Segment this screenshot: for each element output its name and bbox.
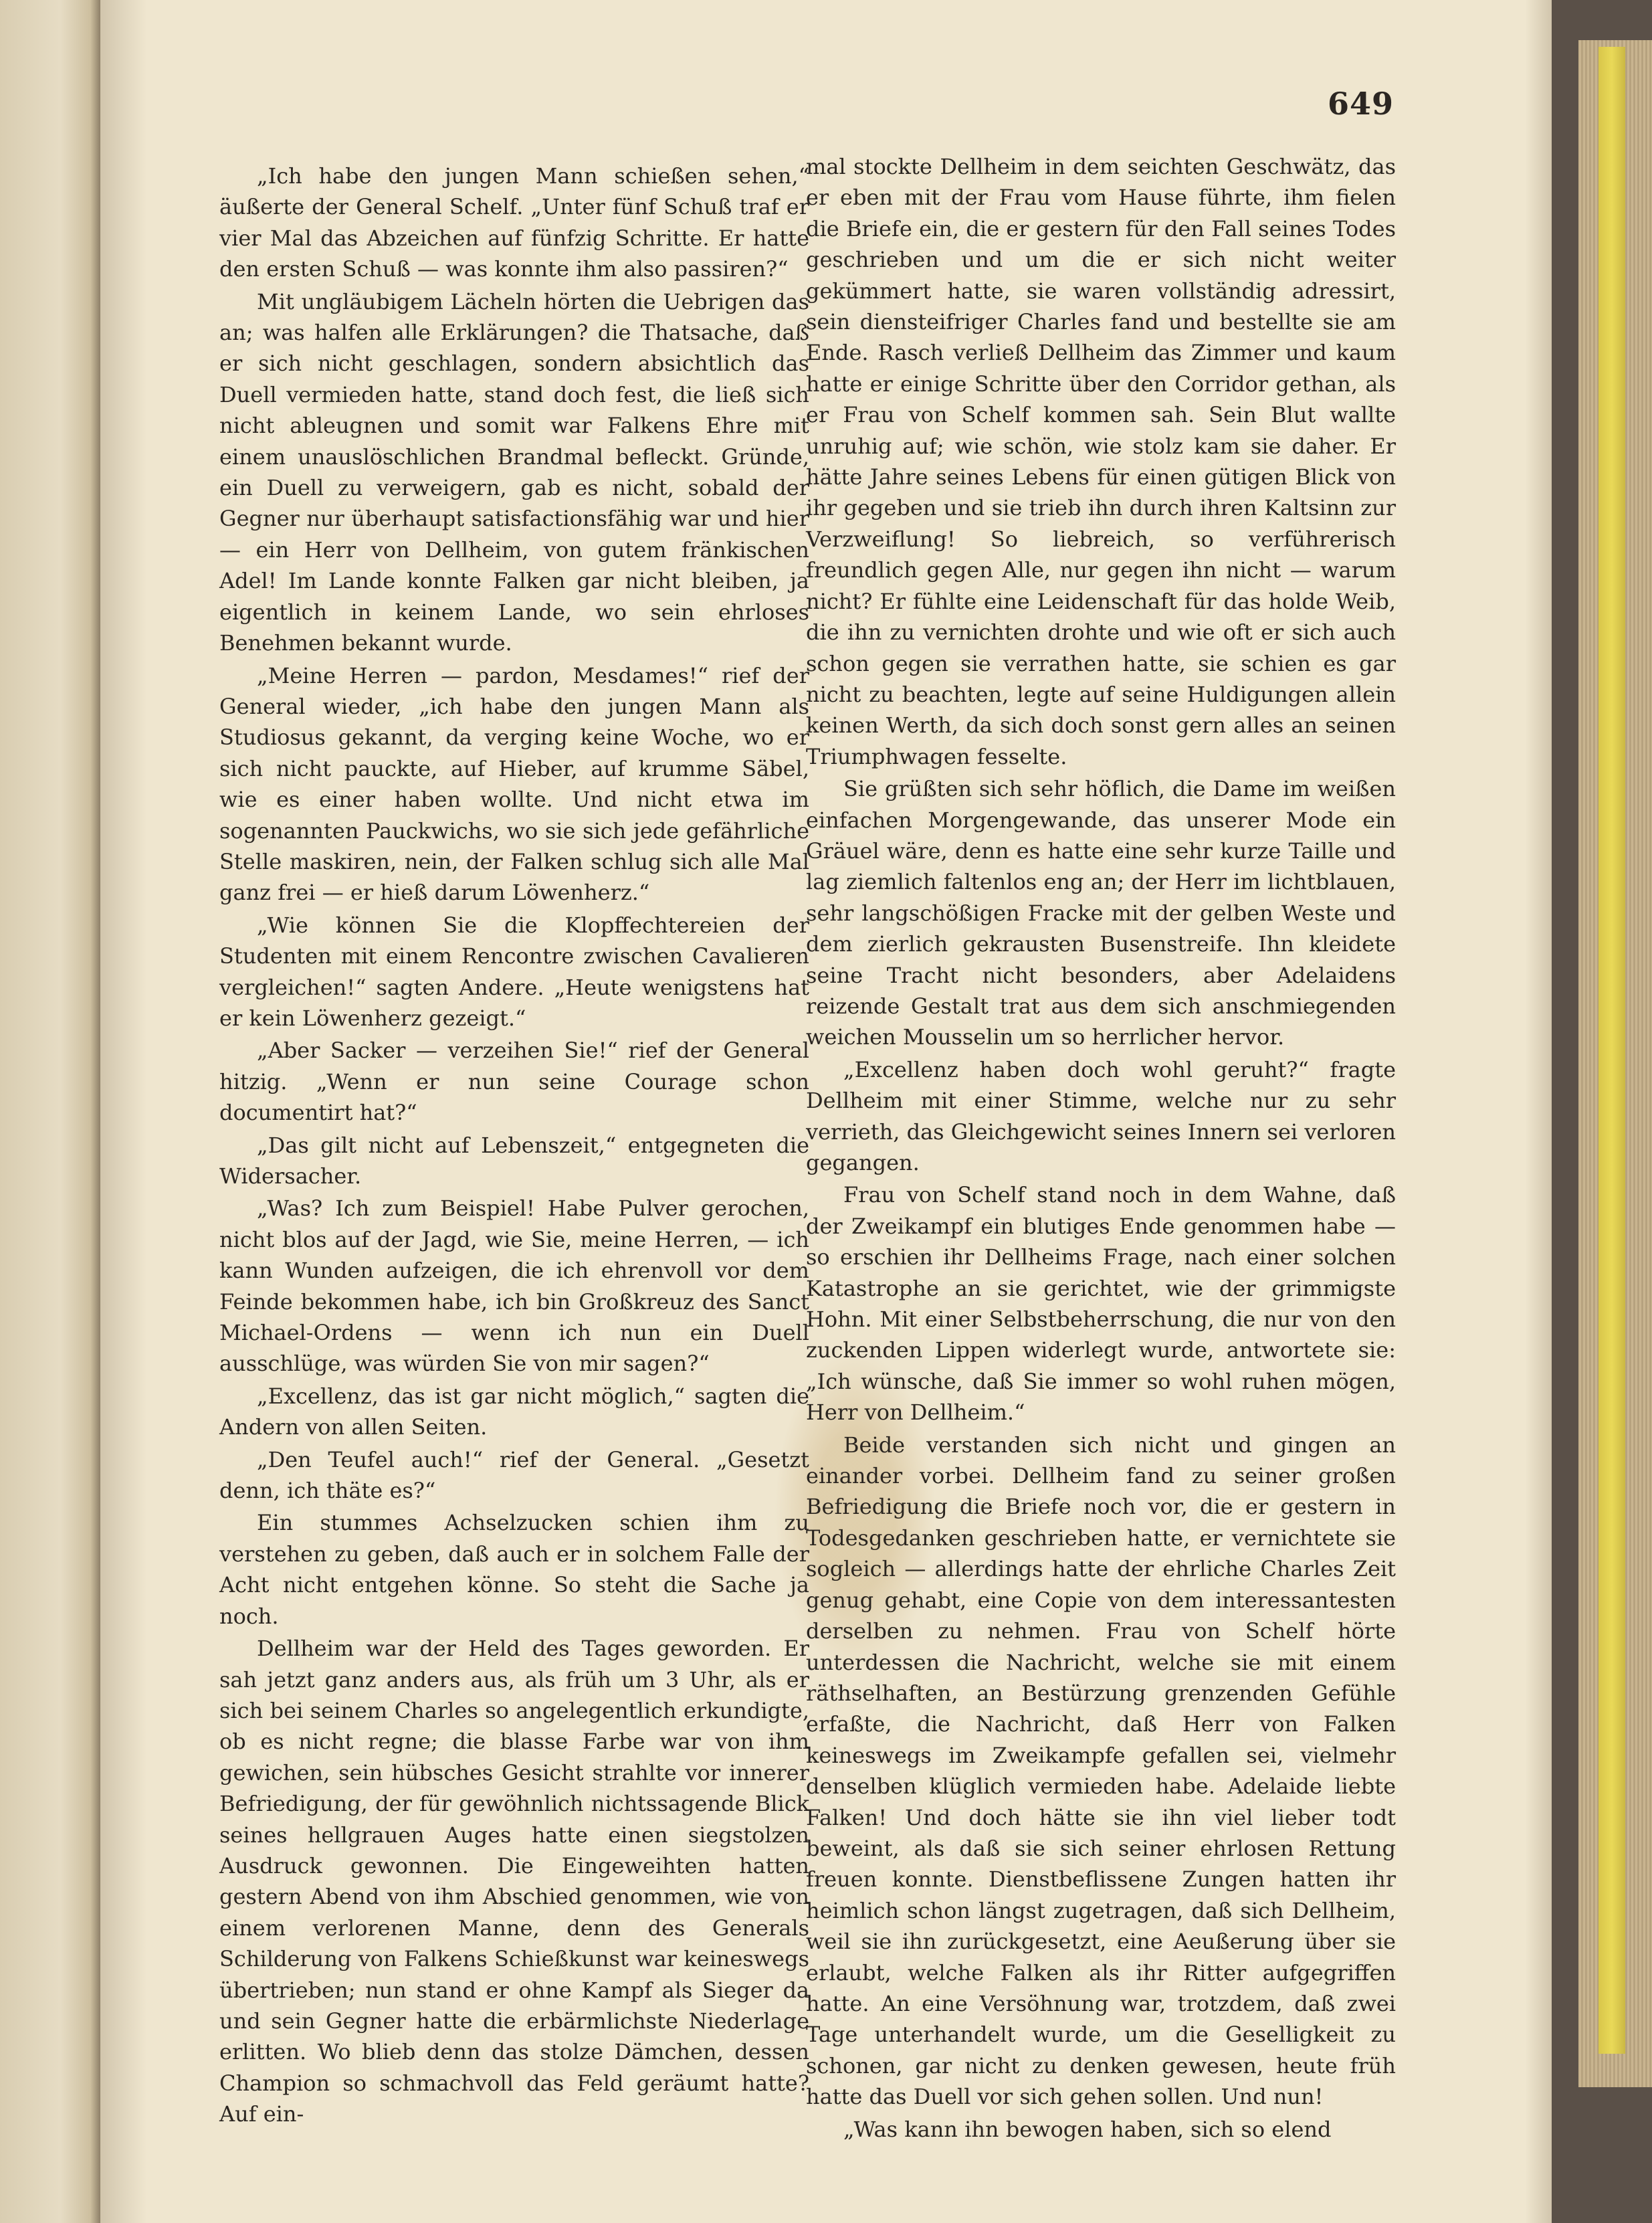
paragraph: „Wie können Sie die Klopffechtereien der Studenten mit einem Rencontre zwischen Cavalieren vergleichen!“ sagten Andere. „Heute wenigstens hat er kein Löwenherz gezeigt.“ xyxy=(219,912,809,1031)
paragraph: „Ich habe den jungen Mann schießen sehen,“ äußerte der General Schelf. „Unter fünf Schuß traf er vier Mal das Abzeichen auf fünfzig Schritte. Er hatte den ersten Schuß — was konnte ihm also passiren?“ xyxy=(219,163,809,282)
paragraph: Frau von Schelf stand noch in dem Wahne, daß der Zweikampf ein blutiges Ende genommen habe — so erschien ihr Dellheims Frage, nach einer solchen Katastrophe an sie gerichtet, wie der grimmigste Hohn. Mit einer Selbstbeherrschung, die nur von den zuckenden Lippen widerlegt wurde, antwortete sie: „Ich wünsche, daß Sie immer so wohl ruhen mögen, Herr von Dellheim.“ xyxy=(806,1182,1396,1426)
right-column xyxy=(806,151,1396,2145)
paragraph: „Excellenz, das ist gar nicht möglich,“ sagten die Andern von allen Seiten. xyxy=(219,1383,809,1440)
left-column xyxy=(219,161,809,2130)
paragraph: „Das gilt nicht auf Lebenszeit,“ entgegneten die Widersacher. xyxy=(219,1132,809,1189)
paragraph: „Den Teufel auch!“ rief der General. „Gesetzt denn, ich thäte es?“ xyxy=(219,1446,809,1504)
paragraph: „Was kann ihn bewogen haben, sich so elend xyxy=(843,2116,1332,2142)
facing-page-edge xyxy=(0,0,100,2223)
paragraph: mal stockte Dellheim in dem seichten Geschwätz, das er eben mit der Frau vom Hause führte, ihm fielen die Briefe ein, die er gestern für den Fall seines Todes geschrieben und um die er sich nicht weiter gekümmert hatte, sie waren vollständig adressirt, sein diensteifriger Charles fand und bestellte sie am Ende. Rasch verließ Dellheim das Zimmer und kaum hatte er einige Schritte über den Corridor gethan, als er Frau von Schelf kommen sah. Sein Blut wallte unruhig auf; wie schön, wie stolz kam sie daher. Er hätte Jahre seines Lebens für einen gütigen Blick von ihr gegeben und sie trieb ihn durch ihren Kaltsinn zur Verzweiflung! So liebreich, so verführerisch freundlich gegen Alle, nur gegen ihn nicht — warum nicht? Er fühlte eine Leidenschaft für das holde Weib, die ihn zu vernichten drohte und wie oft er sich auch schon gegen sie verrathen hatte, sie schien es gar nicht zu beachten, legte auf seine Huldigungen allein keinen Werth, da sich doch sonst gern alles an seinen Triumphwagen fesselte. xyxy=(806,154,1396,769)
paragraph: Dellheim war der Held des Tages geworden. Er sah jetzt ganz anders aus, als früh um 3 Uhr, als er sich bei seinem Charles so angelegentlich erkundigte, ob es nicht regne; die blasse Farbe war von ihm gewichen, sein hübsches Gesicht strahlte vor innerer Befriedigung, der für gewöhnlich nichtssagende Blick seines hellgrauen Auges hatte einen siegstolzen Ausdruck gewonnen. Die Eingeweihten hatten gestern Abend von ihm Abschied genommen, wie von einem verlorenen Manne, denn des Generals Schilderung von Falkens Schießkunst war keineswegs übertrieben; nun stand er ohne Kampf als Sieger da und sein Gegner hatte die erbärmlichste Niederlage erlitten. Wo blieb denn das stolze Dämchen, dessen Champion so schmachvoll das Feld geräumt hatte? Auf ein- xyxy=(219,1636,809,2127)
paragraph: „Meine Herren — pardon, Mesdames!“ rief der General wieder, „ich habe den jungen Mann als Studiosus gekannt, da verging keine Woche, wo er sich nicht pauckte, auf Hieber, auf krumme Säbel, wie es einer haben wollte. Und nicht etwa im sogenannten Pauckwichs, wo sie sich jede gefährliche Stelle maskiren, nein, der Falken schlug sich alle Mal ganz frei — er hieß darum Löwenherz.“ xyxy=(219,662,809,906)
paragraph: Sie grüßten sich sehr höflich, die Dame im weißen einfachen Morgengewande, das unserer Mode ein Gräuel wäre, denn es hatte eine sehr kurze Taille und lag ziemlich faltenlos eng an; der Herr im lichtblauen, sehr langschößigen Fracke mit der gelben Weste und dem zierlich gekrausten Busenstreife. Ihn kleidete seine Tracht nicht besonders, aber Adelaidens reizende Gestalt trat aus dem sich anschmiegenden weichen Mousselin um so herrlicher hervor. xyxy=(806,776,1396,1050)
yellow-page-marker xyxy=(1598,47,1625,2054)
paragraph: „Aber Sacker — verzeihen Sie!“ rief der General hitzig. „Wenn er nun seine Courage schon documentirt hat?“ xyxy=(219,1038,809,1126)
paragraph: „Excellenz haben doch wohl geruht?“ fragte Dellheim mit einer Stimme, welche nur zu sehr verrieth, das Gleichgewicht seines Innern sei verloren gegangen. xyxy=(806,1056,1396,1175)
paragraph: Ein stummes Achselzucken schien ihm zu verstehen zu geben, daß auch er in solchem Falle der Acht nicht entgehen könne. So steht die Sache ja noch. xyxy=(219,1510,809,1629)
paragraph: Beide verstanden sich nicht und gingen an einander vorbei. Dellheim fand zu seiner großen Befriedigung die Briefe noch vor, die er gestern in Todesgedanken geschrieben hatte, er vernichtete sie sogleich — allerdings hatte der ehrliche Charles Zeit genug gehabt, eine Copie von dem interessantesten derselben zu nehmen. Frau von Schelf hörte unterdessen die Nachricht, welche sie mit einem räthselhaften, an Bestürzung grenzenden Gefühle erfaßte, die Nachricht, daß Herr von Falken keineswegs im Zweikampfe gefallen sei, vielmehr denselben klüglich vermieden habe. Adelaide liebte Falken! Und doch hätte sie ihn viel lieber todt beweint, als daß sie sich seiner ehrlosen Rettung freuen konnte. Dienstbeflissene Zungen hatten ihr heimlich schon längst zugetragen, daß sich Dellheim, weil sie ihn zurückgesetzt, eine Aeußerung über sie erlaubt, welche Falken als ihr Ritter aufgegriffen hatte. An eine Versöhnung war, trotzdem, daß zwei Tage unterhandelt wurde, um die Geselligkeit zu schonen, gar nicht zu denken gewesen, heute früh hatte das Duell vor sich gehen sollen. Und nun! xyxy=(806,1432,1396,2110)
paragraph: „Was? Ich zum Beispiel! Habe Pulver gerochen, nicht blos auf der Jagd, wie Sie, meine Herren, — ich kann Wunden aufzeigen, die ich ehrenvoll vor dem Feinde bekommen habe, ich bin Großkreuz des Sanct Michael-Ordens — wenn ich nun ein Duell ausschlüge, was würden Sie von mir sagen?“ xyxy=(219,1195,809,1377)
page-number: 649 xyxy=(1328,86,1395,122)
paragraph: Mit ungläubigem Lächeln hörten die Uebrigen das an; was halfen alle Erklärungen? die Thatsache, daß er sich nicht geschlagen, sondern absichtlich das Duell vermieden hatte, stand doch fest, die ließ sich nicht ableugnen und somit war Falkens Ehre mit einem unauslöschlichen Brandmal befleckt. Gründe, ein Duell zu verweigern, gab es nicht, sobald der Gegner nur überhaupt satisfactionsfähig war und hier — ein Herr von Dellheim, von gutem fränkischen Adel! Im Lande konnte Falken gar nicht bleiben, ja eigentlich in keinem Lande, wo sein ehrloses Benehmen bekannt wurde. xyxy=(219,288,809,656)
book-page xyxy=(100,0,1552,2223)
